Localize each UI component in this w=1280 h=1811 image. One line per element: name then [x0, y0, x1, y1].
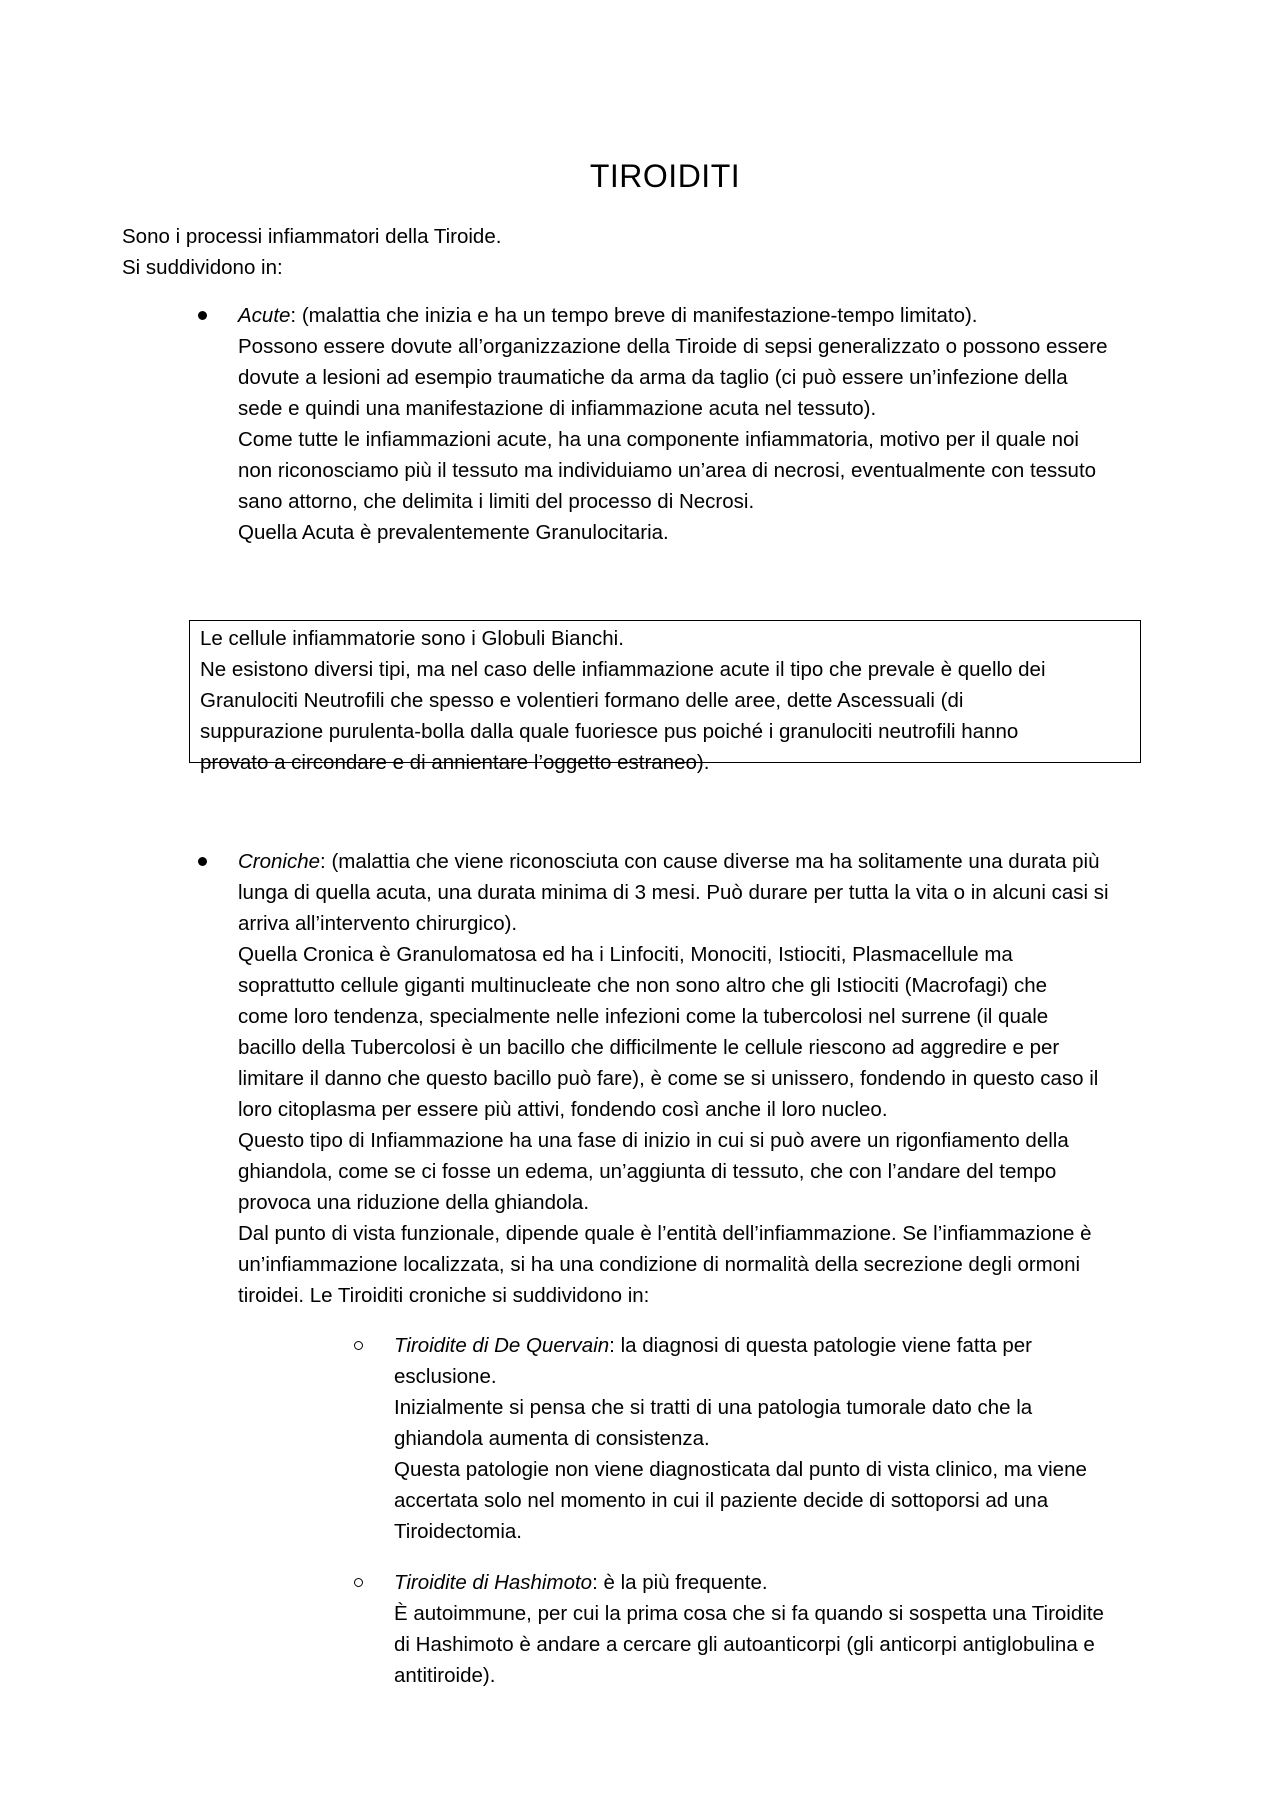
term-acute: Acute: [238, 304, 291, 327]
text-line: Quella Acuta è prevalentemente Granulocitaria.: [238, 521, 669, 544]
text-line: Possono essere dovute all’organizzazione della Tiroide di sepsi generalizzato o possono essere: [238, 335, 1108, 358]
text-line: provoca una riduzione della ghiandola.: [238, 1191, 590, 1214]
page-title: TIROIDITI: [589, 158, 741, 194]
sub-list-item-de-quervain: Tiroidite di De Quervain: la diagnosi di questa patologie viene fatta per esclusione. Inizialmente si pensa che si tratti di una patologia tumorale dato che la ghiandola aumenta di consistenza. Questa patologie non viene diagnosticata dal punto di vista clinico, ma viene accertata solo nel momento in cui il paziente decide di sottoporsi ad una Tiroidectomia.: [394, 1330, 1174, 1547]
text-line: arriva all’intervento chirurgico).: [238, 912, 518, 935]
text-line: Questa patologie non viene diagnosticata dal punto di vista clinico, ma viene: [394, 1458, 1087, 1481]
text-line: provato a circondare e di annientare l’oggetto estraneo).: [200, 751, 710, 774]
sub-list-item-hashimoto: Tiroidite di Hashimoto: è la più frequente. È autoimmune, per cui la prima cosa che si fa quando si sospetta una Tiroidite di Hashimoto è andare a cercare gli autoanticorpi (gli anticorpi antiglobulina e antitiroide).: [394, 1567, 1174, 1691]
text-line: Quella Cronica è Granulomatosa ed ha i Linfociti, Monociti, Istiociti, Plasmacellule ma: [238, 943, 1013, 966]
hollow-bullet-icon: [354, 1578, 363, 1587]
text-line: lunga di quella acuta, una durata minima di 3 mesi. Può durare per tutta la vita o in alcuni casi si: [238, 881, 1109, 904]
hollow-bullet-icon: [354, 1341, 363, 1350]
text-line: Le cellule infiammatorie sono i Globuli Bianchi.: [200, 627, 624, 650]
text-line: non riconosciamo più il tessuto ma individuiamo un’area di necrosi, eventualmente con tessuto: [238, 459, 1097, 482]
text-line: tiroidei. Le Tiroiditi croniche si suddividono in:: [238, 1284, 650, 1307]
text-line: Dal punto di vista funzionale, dipende quale è l’entità dell’infiammazione. Se l’infiammazione è: [238, 1222, 1092, 1245]
text-line: antitiroide).: [394, 1664, 496, 1687]
text-line: limitare il danno che questo bacillo può fare), è come se si unissero, fondendo in questo caso il: [238, 1067, 1099, 1090]
bullet-icon: [198, 857, 207, 866]
text-line: Inizialmente si pensa che si tratti di una patologia tumorale dato che la: [394, 1396, 1033, 1419]
text-line: È autoimmune, per cui la prima cosa che si fa quando si sospetta una Tiroidite: [394, 1602, 1104, 1625]
text-line: di Hashimoto è andare a cercare gli autoanticorpi (gli anticorpi antiglobulina e: [394, 1633, 1095, 1656]
text-line: esclusione.: [394, 1365, 497, 1388]
text-line: Granulociti Neutrofili che spesso e volentieri formano delle aree, dette Ascessuali (di: [200, 689, 964, 712]
text-line: un’infiammazione localizzata, si ha una condizione di normalità della secrezione degli ormoni: [238, 1253, 1081, 1276]
list-item-chronic: Croniche: (malattia che viene riconosciuta con cause diverse ma ha solitamente una durata più lunga di quella acuta, una durata minima di 3 mesi. Può durare per tutta la vita o in alcuni casi si arriva all’intervento chirurgico). Quella Cronica è Granulomatosa ed ha i Linfociti, Monociti, Istiociti, Plasmacellule ma soprattutto cellule giganti multinucleate che non sono altro che gli Istiociti (Macrofagi) che come loro tendenza, specialmente nelle infezioni come la tubercolosi nel surrene (il quale bacillo della Tubercolosi è un bacillo che difficilmente le cellule riescono ad aggredire e per limitare il danno che questo bacillo può fare), è come se si unissero, fondendo in questo caso il loro citoplasma per essere più attivi, fondendo così anche il loro nucleo. Questo tipo di Infiammazione ha una fase di inizio in cui si può avere un rigonfiamento della ghiandola, come se ci fosse un edema, un’aggiunta di tessuto, che con l’andare del tempo provoca una riduzione della ghiandola. Dal punto di vista funzionale, dipende quale è l’entità dell’infiammazione. Se l’infiammazione è un’infiammazione localizzata, si ha una condizione di normalità della secrezione degli ormoni tiroidei. Le Tiroiditi croniche si suddividono in:: [238, 846, 1158, 1311]
text-line: accertata solo nel momento in cui il paziente decide di sottoporsi ad una: [394, 1489, 1049, 1512]
text-line: ghiandola, come se ci fosse un edema, un’aggiunta di tessuto, che con l’andare del tempo: [238, 1160, 1057, 1183]
term-chronic: Croniche: [238, 850, 321, 873]
text-line: sano attorno, che delimita i limiti del processo di Necrosi.: [238, 490, 755, 513]
text-line: Come tutte le infiammazioni acute, ha una componente infiammatoria, motivo per il quale noi: [238, 428, 1079, 451]
term-de-quervain: Tiroidite di De Quervain: [394, 1334, 610, 1357]
intro-line: Si suddividono in:: [122, 256, 283, 279]
note-box: [189, 620, 1141, 774]
text-line: ghiandola aumenta di consistenza.: [394, 1427, 710, 1450]
term-hashimoto: Tiroidite di Hashimoto: [394, 1571, 593, 1594]
text-line: dovute a lesioni ad esempio traumatiche da arma da taglio (ci può essere un’infezione della: [238, 366, 1068, 389]
text-line: soprattutto cellule giganti multinucleate che non sono altro che gli Istiociti (Macrofagi) che: [238, 974, 1048, 997]
intro-paragraph: [122, 221, 501, 283]
text-line: sede e quindi una manifestazione di infiammazione acuta nel tessuto).: [238, 397, 877, 420]
text-line: bacillo della Tubercolosi è un bacillo che difficilmente le cellule riescono ad aggredire e per: [238, 1036, 1060, 1059]
text-line: Questo tipo di Infiammazione ha una fase di inizio in cui si può avere un rigonfiamento della: [238, 1129, 1069, 1152]
intro-line: Sono i processi infiammatori della Tiroide.: [122, 225, 502, 248]
text-line: come loro tendenza, specialmente nelle infezioni come la tubercolosi nel surrene (il quale: [238, 1005, 1049, 1028]
text-line: loro citoplasma per essere più attivi, fondendo così anche il loro nucleo.: [238, 1098, 888, 1121]
list-item-acute: Acute: (malattia che inizia e ha un tempo breve di manifestazione-tempo limitato). Possono essere dovute all’organizzazione della Tiroide di sepsi generalizzato o possono essere dovute a lesioni ad esempio traumatiche da arma da taglio (ci può essere un’infezione della sede e quindi una manifestazione di infiammazione acuta nel tessuto). Come tutte le infiammazioni acute, ha una componente infiammatoria, motivo per il quale noi non riconosciamo più il tessuto ma individuiamo un’area di necrosi, eventualmente con tessuto sano attorno, che delimita i limiti del processo di Necrosi. Quella Acuta è prevalentemente Granulocitaria.: [238, 300, 1158, 548]
bullet-icon: [198, 311, 207, 320]
text-line: suppurazione purulenta-bolla dalla quale fuoriesce pus poiché i granulociti neutrofili hanno: [200, 720, 1019, 743]
text-line: Tiroidectomia.: [394, 1520, 522, 1543]
text-line: Ne esistono diversi tipi, ma nel caso delle infiammazione acute il tipo che prevale è quello dei: [200, 658, 1046, 681]
